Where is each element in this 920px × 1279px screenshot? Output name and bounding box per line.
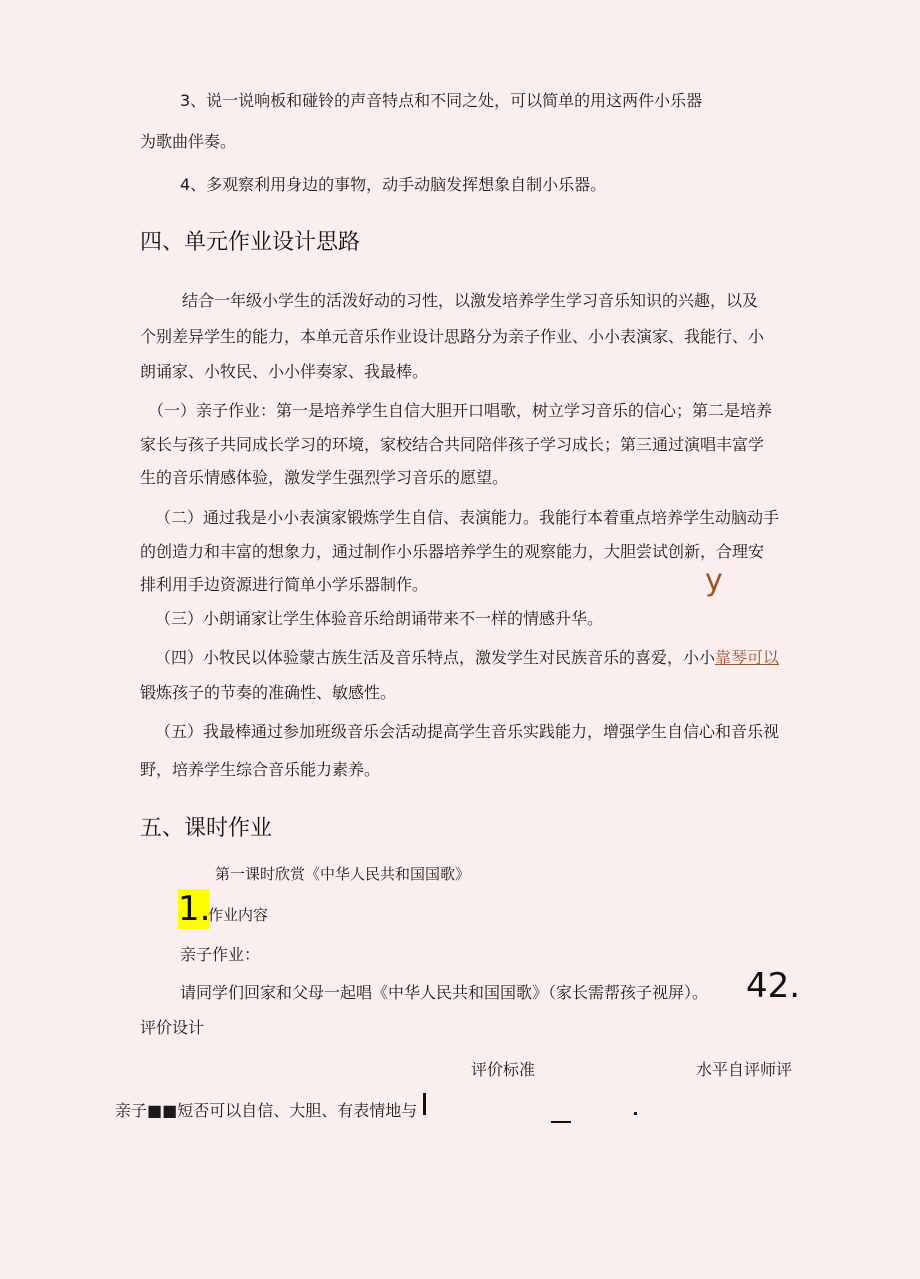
table-border-mark: [423, 1093, 426, 1115]
item-3-line-2: 为歌曲伴奏。: [140, 132, 237, 151]
paragraph-2-line-2: 家长与孩子共同成长学习的环境，家校结合共同陪伴孩子学习成长；第三通过演唱丰富学: [140, 435, 765, 454]
homework-content-title: 作业内容: [208, 906, 269, 924]
paragraph-5-marked-text: 靠琴可以: [715, 648, 780, 667]
item-number-1: 1.: [178, 889, 211, 929]
paragraph-2-line-3: 生的音乐情感体验，激发学生强烈学习音乐的愿望。: [140, 468, 509, 487]
evaluation-columns-header: 水平自评师评: [696, 1060, 793, 1079]
paragraph-3-line-3: 排利用手边资源进行简单小学乐器制作。: [140, 575, 429, 594]
item-3-line-1: 3、说一说响板和碰铃的声音特点和不同之处，可以简单的用这两件小乐器: [180, 91, 703, 110]
section-5-heading: 五、课时作业: [140, 816, 273, 841]
paragraph-3-line-2: 的创造力和丰富的想象力，通过制作小乐器培养学生的观察能力，大胆尝试创新，合理安: [140, 542, 765, 561]
evaluation-design-label: 评价设计: [140, 1018, 205, 1037]
parent-homework-label: 亲子作业：: [180, 945, 261, 964]
paragraph-5-line-2: 锻炼孩子的节奏的准确性、敏感性。: [140, 683, 397, 702]
paragraph-2-line-1: （一）亲子作业：第一是培养学生自信大胆开口唱歌，树立学习音乐的信心；第二是培养: [148, 401, 773, 420]
paragraph-5-line-1: [155, 648, 779, 668]
paragraph-4: （三）小朗诵家让学生体验音乐给朗诵带来不一样的情感升华。: [155, 609, 604, 628]
table-dot-mark: [634, 1112, 637, 1115]
table-row-1: 亲子■■短否可以自信、大胆、有表情地与: [115, 1101, 418, 1120]
item-4: 4、多观察利用身边的事物，动手动脑发挥想象自制小乐器。: [180, 175, 607, 194]
table-dash-mark: [551, 1121, 571, 1123]
section-4-heading: 四、单元作业设计思路: [140, 230, 361, 255]
paragraph-1-line-2: 个别差异学生的能力，本单元音乐作业设计思路分为亲子作业、小小表演家、我能行、小: [140, 327, 765, 346]
homework-text: 请同学们回家和父母一起唱《中华人民共和国国歌》（家长需帮孩子视屏）。: [180, 983, 709, 1002]
paragraph-5-main-text: （四）小牧民以体验蒙古族生活及音乐特点，激发学生对民族音乐的喜爱，小小: [155, 648, 716, 667]
paragraph-6-line-1: （五）我最棒通过参加班级音乐会活动提高学生音乐实践能力，增强学生自信心和音乐视: [155, 722, 780, 741]
paragraph-3-line-1: （二）通过我是小小表演家锻炼学生自信、表演能力。我能行本着重点培养学生动脑动手: [155, 508, 780, 527]
stray-mark-y: y: [705, 563, 723, 598]
item-number-42: 42.: [746, 966, 801, 1006]
lesson-title: 第一课时欣赏《中华人民共和国国歌》: [215, 865, 471, 883]
paragraph-1-line-3: 朗诵家、小牧民、小小伴奏家、我最棒。: [140, 362, 429, 381]
paragraph-1-line-1: 结合一年级小学生的活泼好动的习性，以激发培养学生学习音乐知识的兴趣，以及: [182, 291, 759, 310]
paragraph-6-line-2: 野，培养学生综合音乐能力素养。: [140, 760, 381, 779]
evaluation-standard-header: 评价标准: [471, 1060, 536, 1079]
